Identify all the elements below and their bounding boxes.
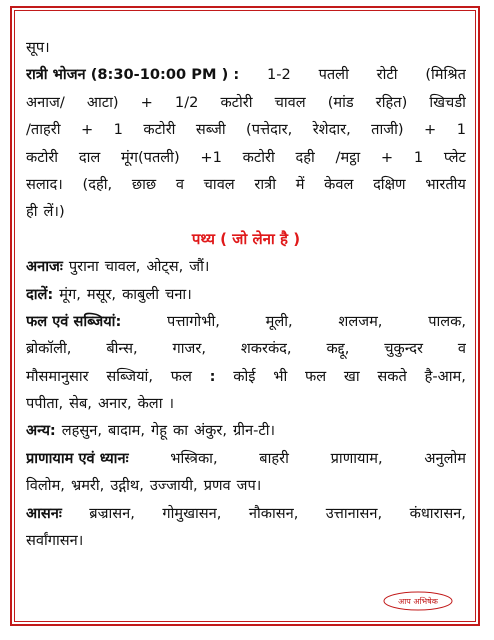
text-word: कटोरी [242,148,275,166]
text-word: चावल [203,175,235,193]
text-line [26,89,466,116]
text-word: जौं। [189,258,210,276]
text-word: उत्तानासन, [325,504,383,522]
text-word: काबुली [122,285,160,303]
text-word: (दही, [82,175,113,193]
text-word: मसूर, [86,285,117,303]
text-word: मूंग, [59,285,81,303]
text-line [26,34,466,61]
pulses-label: दालें: [26,285,54,303]
text-line [26,472,466,499]
text-word: नौकासन, [248,504,299,522]
text-word: बीन्स, [106,340,138,358]
text-word: भ्रमरी, [70,477,105,495]
text-word: (मिश्रित [425,66,466,84]
text-word: बाहरी [259,449,289,467]
text-word: +1 [200,148,222,166]
text-word: कटोरी [143,121,176,139]
text-line [26,308,466,335]
text-word: 1-2 [266,66,291,84]
text-line [26,144,466,171]
text-line [26,445,466,472]
text-word: खा [343,367,360,385]
text-word: मूली, [265,312,293,330]
text-word: पपीता, [26,395,64,413]
text-word: रोटी [376,66,398,84]
text-word: + [380,148,394,166]
text-word: उज्जायी, [149,477,198,495]
text-word: अनाज/ [26,93,65,111]
text-word: फल [170,367,192,385]
text-line [26,527,466,554]
text-word: चुकुन्दर [384,340,423,358]
text-word: में [295,175,305,193]
text-word: दही [295,148,315,166]
text-word: पत्तागोभी, [167,312,220,330]
text-line [26,363,466,390]
fruits-vegetables-label: फल एवं सब्जियां: [26,312,122,330]
text-word: केला [137,395,163,413]
text-word: मौसमानुसार [26,367,89,385]
text-word: (मांड [327,93,354,111]
diet-text [26,34,466,554]
text-word: सकते [377,367,407,385]
text-word: कोई [233,367,256,385]
text-word: सब्जियां, [106,367,153,385]
text-word: 1 [113,121,123,139]
text-line [26,390,466,417]
text-word: अनार, [97,395,132,413]
heading-text: पथ्य ( जो लेना है ) [191,229,301,248]
text-word: सलाद। [26,175,63,193]
text-word: भारतीय [425,175,466,193]
text-word: खिचडी [429,93,466,111]
text-line [26,253,466,280]
text-word: व [457,340,466,358]
logo-text: आप अभिषेक [398,597,438,606]
logo-stamp [382,590,454,612]
text-word: रात्री [254,175,276,193]
text-line [26,500,466,527]
text-word: शकरकंद, [240,340,292,358]
text-word: 1 [456,121,466,139]
text-word: चना। [165,285,192,303]
text-word: + [424,121,437,139]
text-line [26,417,466,444]
text-word: + [140,93,153,111]
pranayama-label: प्राणायाम एवं ध्यानः [26,449,129,467]
text-word: पतली [318,66,349,84]
text-word: भस्त्रिका, [170,449,218,467]
text-line [26,198,466,225]
others-label: अन्य: [26,422,56,440]
text-word: पालक, [428,312,466,330]
text-word: दाल [78,148,101,166]
text-word: मूंग(पतली) [121,148,180,166]
dinner-label: रात्री भोजन (8:30-10:00 PM ) : [26,66,240,84]
text-word: शलजम, [338,312,383,330]
section-heading [26,226,466,253]
text-word: कंधारासन, [409,504,466,522]
text-word: दक्षिण [373,175,406,193]
text-word: गोमुखासन, [162,504,222,522]
text-word: प्रणव [203,477,231,495]
text-line [26,116,466,143]
text-word: छाछ [131,175,157,193]
text-word: कटोरी [220,93,253,111]
text-word: ग्रीन-टी। [232,422,276,440]
text-word: चावल [274,93,306,111]
text-word: ताजी) [371,121,404,139]
text-word: बादाम, [108,422,146,440]
text-word: अंकुर, [194,422,227,440]
text-word: (पत्तेदार, [246,121,293,139]
text-word: रेशेदार, [312,121,351,139]
text-line [26,281,466,308]
text-word: सब्जी [195,121,226,139]
text-word: कद्दू, [326,340,350,358]
text-word: लहसुन, [61,422,103,440]
text-word: गाजर, [172,340,206,358]
text-word: /ताहरी [26,121,61,139]
text-word: /मट्ठा [335,148,361,166]
text-word: ब्रोकॉली, [26,340,72,358]
text-line [26,335,466,362]
text-word: पुराना [68,258,99,276]
grains-label: अनाजः [26,258,63,276]
text-word: है-आम, [424,367,466,385]
text-word: प्लेट [443,148,466,166]
text-word: सूप। [26,39,50,56]
text-word: व [175,175,184,193]
asana-label: आसनः [26,504,62,522]
text-word: गेहू [151,422,167,440]
text-word: । [168,395,175,413]
text-word: विलोम, [26,477,65,495]
text-word: भी [273,367,288,385]
text-word: : [209,367,216,385]
text-word: जप। [236,477,262,495]
text-word: लें।) [43,203,65,221]
text-word: केवल [324,175,354,193]
text-word: ही [26,203,38,221]
text-word: सेब, [69,395,92,413]
text-word: 1 [413,148,424,166]
text-word: उद्गीथ, [110,477,144,495]
text-word: का [173,422,188,440]
text-word: ब्रज्रासन, [89,504,135,522]
text-word: + [80,121,94,139]
text-word: सर्वांगासन। [26,532,84,550]
text-word: 1/2 [174,93,199,111]
text-word: प्राणायाम, [330,449,383,467]
text-word: चावल, [104,258,141,276]
text-line [26,171,466,198]
text-word: फल [305,367,327,385]
text-word: अनुलोम [424,449,466,467]
text-word: रहित) [375,93,408,111]
text-line [26,61,466,88]
text-word: कटोरी [26,148,59,166]
text-word: ओट्स, [146,258,184,276]
text-word: आटा) [86,93,119,111]
